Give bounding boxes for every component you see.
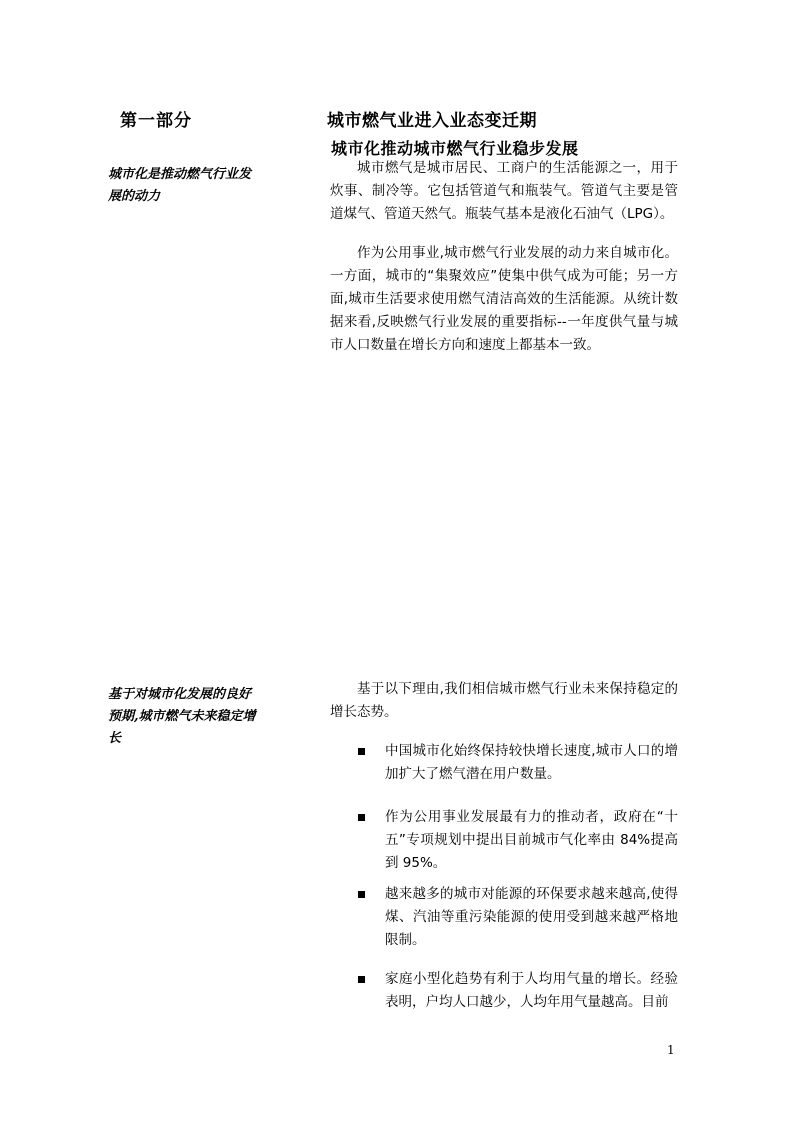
square-bullet-icon: [358, 976, 365, 983]
part-label: 第一部分: [120, 111, 192, 131]
square-bullet-icon: [358, 814, 365, 821]
square-bullet-icon: [358, 891, 365, 898]
bullet-text: 作为公用事业发展最有力的推动者，政府在“十五”专项规划中提出目前城市气化率由 84%提高到 95%。: [385, 809, 678, 871]
paragraph-driver: 作为公用事业,城市燃气行业发展的动力来自城市化。一方面，城市的“集聚效应”使集中供气成为可能；另一方面,城市生活要求使用燃气清洁高效的生活能源。从统计数据来看,反映燃气行业发展的重要指标--一年度供气量与城市人口数量在增长方向和速度上都基本一致。: [330, 245, 678, 353]
section-title: 城市化推动城市燃气行业稳步发展: [331, 139, 579, 158]
bullet-text: 中国城市化始终保持较快增长速度,城市人口的增加扩大了燃气潜在用户数量。: [385, 743, 678, 782]
bullet-text: 越来越多的城市对能源的环保要求越来越高,使得煤、汽油等重污染能源的使用受到越来越严格地限制。: [385, 886, 678, 948]
square-bullet-icon: [358, 748, 365, 755]
part-title: 城市燃气业进入业态变迁期: [327, 111, 537, 131]
side-note-outlook: 基于对城市化发展的良好预期,城市燃气未来稳定增长: [108, 687, 256, 746]
bullet-text: 家庭小型化趋势有利于人均用气量的增长。经验表明，户均人口越少，人均年用气量越高。目前: [385, 971, 678, 1010]
side-note-urbanization: 城市化是推动燃气行业发展的动力: [108, 167, 252, 204]
page-number: 1: [667, 1043, 675, 1057]
paragraph-definition: 城市燃气是城市居民、工商户的生活能源之一，用于炊事、制冷等。它包括管道气和瓶装气。管道气主要是管道煤气、管道天然气。瓶装气基本是液化石油气（LPG）。: [330, 160, 678, 222]
paragraph-reasons-intro: 基于以下理由,我们相信城市燃气行业未来保持稳定的增长态势。: [330, 681, 678, 720]
